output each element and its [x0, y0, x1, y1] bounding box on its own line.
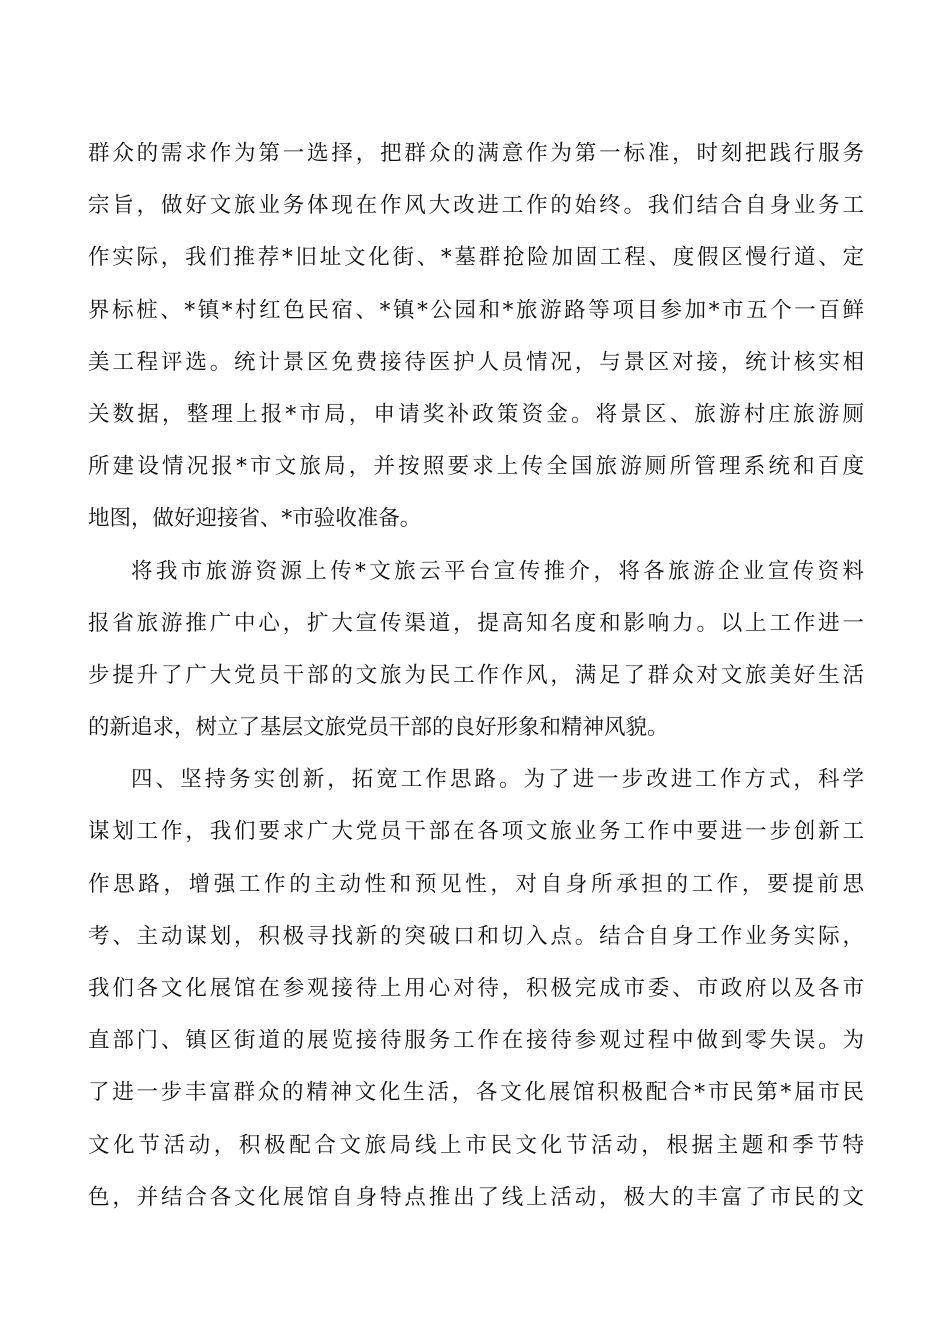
text-line: 界标桩、*镇*村红色民宿、*镇*公园和*旅游路等项目参加*市五个一百鲜 — [88, 297, 864, 323]
text-line: 我们各文化展馆在参观接待上用心对待，积极完成市委、市政府以及各市 — [88, 976, 864, 1001]
text-line: 的新追求，树立了基层文旅党员干部的良好形象和精神风貌。 — [88, 715, 669, 741]
text-line: 考、主动谋划，积极寻找新的突破口和切入点。结合自身工作业务实际， — [88, 923, 864, 949]
text-line: 文化节活动，积极配合文旅局线上市民文化节活动，根据主题和季节特 — [88, 1132, 864, 1158]
text-line: 直部门、镇区街道的展览接待服务工作在接待参观过程中做到零失误。为 — [88, 1028, 864, 1054]
text-line: 关数据，整理上报*市局，申请奖补政策资金。将景区、旅游村庄旅游厕 — [88, 401, 864, 427]
text-line: 谋划工作，我们要求广大党员干部在各项文旅业务工作中要进一步创新工 — [88, 819, 864, 845]
paragraph-first-line: 四、坚持务实创新，拓宽工作思路。为了进一步改进工作方式，科学 — [131, 767, 864, 793]
text-line: 所建设情况报*市文旅局，并按照要求上传全国旅游厕所管理系统和百度 — [88, 454, 864, 480]
text-line: 步提升了广大党员干部的文旅为民工作作风，满足了群众对文旅美好生活 — [88, 662, 864, 688]
text-line: 作思路，增强工作的主动性和预见性，对自身所承担的工作，要提前思 — [88, 871, 864, 897]
paragraph-first-line: 将我市旅游资源上传*文旅云平台宣传推介，将各旅游企业宣传资料 — [131, 558, 864, 584]
text-line: 了进一步丰富群众的精神文化生活，各文化展馆积极配合*市民第*届市民 — [88, 1080, 864, 1106]
text-line: 作实际，我们推荐*旧址文化街、*墓群抢险加固工程、度假区慢行道、定 — [88, 245, 864, 271]
text-line: 宗旨，做好文旅业务体现在作风大改进工作的始终。我们结合自身业务工 — [88, 193, 864, 219]
text-line: 报省旅游推广中心，扩大宣传渠道，提高知名度和影响力。以上工作进一 — [88, 610, 864, 636]
body-text — [88, 128, 864, 1224]
text-line: 群众的需求作为第一选择，把群众的满意作为第一标准，时刻把践行服务 — [88, 141, 864, 166]
text-line: 地图，做好迎接省、*市验收准备。 — [88, 506, 422, 532]
text-line: 美工程评选。统计景区免费接待医护人员情况，与景区对接，统计核实相 — [88, 349, 864, 375]
text-line: 色，并结合各文化展馆自身特点推出了线上活动，极大的丰富了市民的文 — [88, 1184, 864, 1210]
